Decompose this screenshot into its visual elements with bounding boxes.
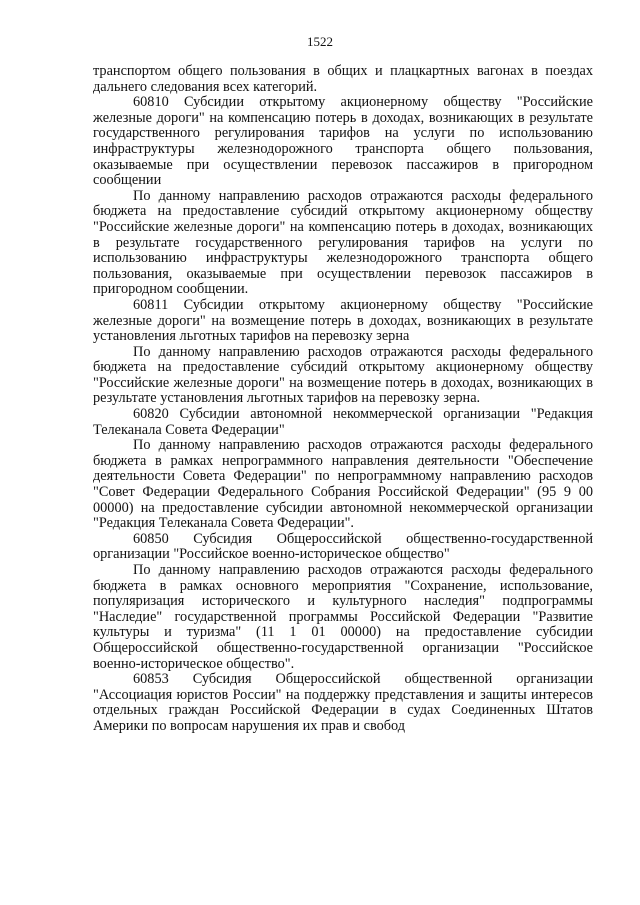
document-body — [93, 64, 593, 735]
paragraph-60853-heading: 60853 Субсидия Общероссийской общественной организации "Ассоциация юристов России" на поддержку представления и защиты интересов отдельных граждан Российской Федерации в судах Соединенных Штатов Америки по вопросам нарушения их прав и свобод — [93, 671, 593, 734]
paragraph-60811-description: По данному направлению расходов отражаются расходы федерального бюджета на предоставление субсидий открытому акционерному обществу "Российские железные дороги" на возмещение потерь в доходах, возникающих в результате установления льготных тарифов на перевозку зерна. — [93, 343, 593, 407]
paragraph-60850-heading: 60850 Субсидия Общероссийской общественно-государственной организации "Российское военно-историческое общество" — [93, 530, 593, 563]
paragraph-60810-description: По данному направлению расходов отражаются расходы федерального бюджета на предоставление субсидий открытому акционерному обществу "Российские железные дороги" на компенсацию потерь в доходах, возникающих в результате государственного регулирования тарифов на услуги по использованию инфраструктуры железнодорожного транспорта общего пользования, оказываемые при осуществлении перевозок пассажиров в пригородном сообщении. — [93, 187, 593, 298]
page-number: 1522 — [307, 34, 333, 49]
paragraph-60810-heading: 60810 Субсидии открытому акционерному обществу "Российские железные дороги" на компенсацию потерь в доходах, возникающих в результате государственного регулирования тарифов на услуги по использованию инфраструктуры железнодорожного транспорта общего пользования, оказываемые при осуществлении перевозок пассажиров в пригородном сообщении — [93, 94, 593, 189]
paragraph-60850-description: По данному направлению расходов отражаются расходы федерального бюджета в рамках основного мероприятия "Сохранение, использование, популяризация исторического и культурного наследия" подпрограммы "Наследие" государственной программы Российской Федерации "Развитие культуры и туризма" (11 1 01 00000) на предоставление субсидии Общероссийской общественно-государственной организации "Российское военно-историческое общество". — [93, 562, 593, 672]
paragraph-60820-heading: 60820 Субсидии автономной некоммерческой организации "Редакция Телеканала Совета Федерации" — [93, 406, 593, 438]
paragraph-60820-description: По данному направлению расходов отражаются расходы федерального бюджета в рамках непрограммного направления деятельности "Обеспечение деятельности Совета Федерации" по непрограммному направлению расходов "Совет Федерации Федерального Собрания Российской Федерации" (95 9 00 00000) на предоставление субсидии автономной некоммерческой организации "Редакция Телеканала Совета Федерации". — [93, 437, 593, 532]
paragraph-60811-heading: 60811 Субсидии открытому акционерному обществу "Российские железные дороги" на возмещение потерь в доходах, возникающих в результате установления льготных тарифов на перевозку зерна — [93, 296, 593, 345]
paragraph-continuation: транспортом общего пользования в общих и плацкартных вагонах в поездах дальнего следования всех категорий. — [93, 63, 593, 95]
